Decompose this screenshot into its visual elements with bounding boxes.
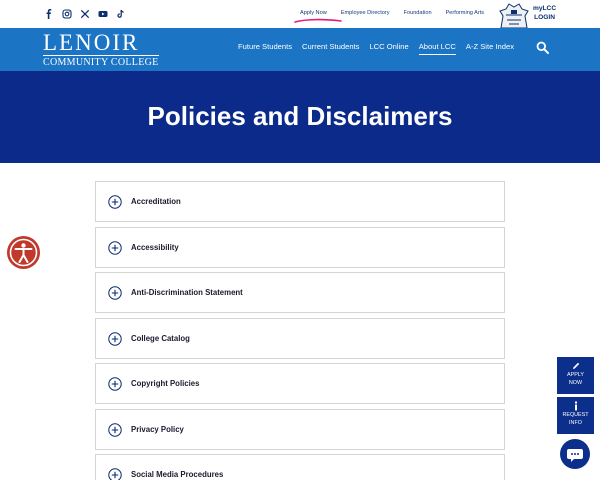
accordion-item-label: Copyright Policies (131, 379, 200, 388)
accordion-item-label: Social Media Procedures (131, 470, 224, 479)
request-info-cta[interactable] (557, 397, 594, 434)
instagram-icon[interactable] (62, 9, 72, 19)
tiktok-icon[interactable] (116, 9, 126, 19)
expand-plus-icon (108, 195, 122, 209)
chat-button[interactable] (560, 439, 590, 469)
apply-now-link[interactable]: Apply Now (300, 10, 327, 16)
x-icon[interactable] (80, 9, 90, 19)
logo-subtitle: COMMUNITY COLLEGE (43, 57, 159, 68)
performing-arts-link[interactable]: Performing Arts (445, 10, 485, 16)
social-links (44, 9, 126, 19)
nav-a-z-site-index[interactable]: A-Z Site Index (465, 42, 514, 51)
accordion-item-accessibility[interactable] (95, 227, 505, 268)
mylcc-label: myLCC (533, 5, 557, 12)
page-title: Policies and Disclaimers (147, 101, 453, 131)
logo-wordmark: LENOIR (43, 30, 140, 55)
accordion-item-label: College Catalog (131, 333, 190, 343)
nav-about-lcc[interactable]: About LCC (419, 42, 456, 55)
employee-directory-link[interactable]: Employee Directory (340, 10, 390, 16)
accordion-item-privacy-policy[interactable] (95, 409, 505, 450)
expand-plus-icon (108, 377, 122, 391)
accordion-item-label: Anti-Discrimination Statement (131, 288, 243, 297)
request-info-line2: INFO (569, 420, 582, 426)
expand-plus-icon (108, 468, 122, 480)
apply-now-cta[interactable] (557, 357, 594, 394)
hero-banner (0, 71, 600, 163)
accordion-item-label: Privacy Policy (131, 424, 184, 434)
nav-future-students[interactable]: Future Students (238, 42, 293, 51)
utility-bar (0, 0, 600, 28)
expand-plus-icon (108, 241, 122, 255)
expand-plus-icon (108, 332, 122, 346)
main-navbar (0, 28, 600, 71)
login-label: LOGIN (534, 14, 555, 21)
accordion-item-label: Accessibility (131, 242, 179, 252)
chat-bubble-icon (560, 439, 590, 469)
foundation-link[interactable]: Foundation (403, 10, 432, 16)
apply-now-line1: APPLY (567, 372, 584, 378)
accordion-item-accreditation[interactable] (95, 181, 505, 222)
pencil-icon (571, 361, 581, 371)
accessibility-widget-icon[interactable] (6, 235, 41, 270)
expand-plus-icon (108, 286, 122, 300)
accordion-item-copyright-policies[interactable] (95, 363, 505, 404)
utility-links (300, 10, 484, 16)
accordion-item-anti-discrimination[interactable] (95, 272, 505, 313)
facebook-icon[interactable] (44, 9, 54, 19)
request-info-line1: REQUEST (562, 412, 589, 418)
expand-plus-icon (108, 423, 122, 437)
accordion-item-label: Accreditation (131, 197, 181, 206)
accordion-item-social-media-procedures[interactable] (95, 454, 505, 480)
search-icon[interactable] (536, 41, 549, 54)
apply-now-underline (294, 18, 342, 24)
college-logo[interactable] (43, 31, 159, 68)
youtube-icon[interactable] (98, 9, 108, 19)
mylcc-login-link[interactable] (533, 4, 556, 22)
nav-lcc-online[interactable]: LCC Online (369, 42, 409, 51)
policies-accordion (95, 181, 505, 480)
apply-now-line2: NOW (568, 380, 583, 386)
accordion-item-college-catalog[interactable] (95, 318, 505, 359)
info-icon (571, 401, 581, 411)
main-nav-items (238, 42, 514, 55)
nav-current-students[interactable]: Current Students (302, 42, 360, 51)
